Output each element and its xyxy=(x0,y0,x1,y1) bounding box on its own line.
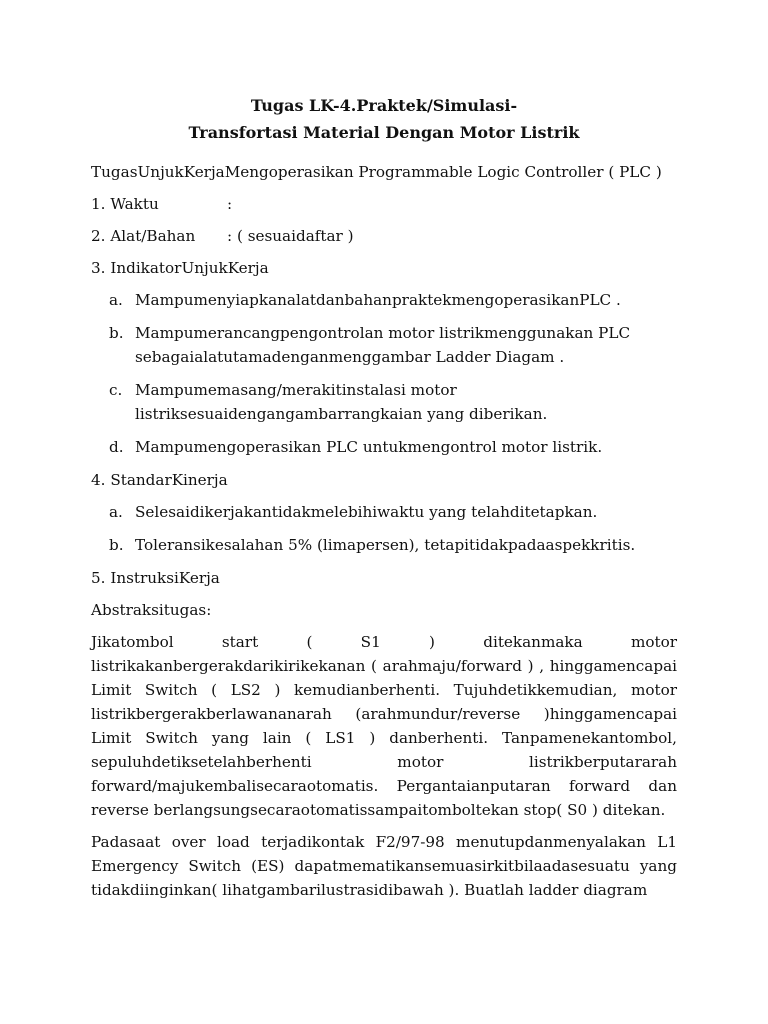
list-item xyxy=(91,500,677,524)
list-marker: b. xyxy=(109,536,124,554)
title-line-2: Transfortasi Material Dengan Motor Listrik xyxy=(188,123,580,142)
list-item xyxy=(91,533,677,557)
waktu-label: 1. Waktu xyxy=(91,195,159,213)
list-marker: b. xyxy=(109,324,124,342)
abstraksi-paragraph-2: Padasaat over load terjadikontak F2/97-98 menutupdanmenyalakan L1 Emergency Switch (ES) dapatmematikansemuasirkitbilaadasesuatu yang tidakdiinginkan( lihatgambarilustrasidibawah ). Buatlah ladder diagram xyxy=(91,833,677,899)
list-item xyxy=(91,378,677,426)
list-text: Selesaidikerjakantidakmelebihiwaktu yang telahditetapkan. xyxy=(135,503,598,521)
alat-value: : ( sesuaidaftar ) xyxy=(227,227,354,245)
alat-label: 2. Alat/Bahan xyxy=(91,227,196,245)
standar-heading: 4. StandarKinerja xyxy=(91,471,228,489)
waktu-row xyxy=(91,192,677,216)
waktu-value: : xyxy=(227,195,233,213)
list-text: Toleransikesalahan 5% (limapersen), tetapitidakpadaaspekkritis. xyxy=(135,536,636,554)
list-item xyxy=(91,288,677,312)
list-marker: a. xyxy=(109,291,123,309)
instruksi-heading: 5. InstruksiKerja xyxy=(91,569,220,587)
list-text: Mampumerancangpengontrolan motor listrikmenggunakan PLC sebagaialatutamadenganmenggambar Ladder Diagam . xyxy=(135,324,631,366)
list-marker: d. xyxy=(109,438,124,456)
intro-line: TugasUnjukKerjaMengoperasikan Programmable Logic Controller ( PLC ) xyxy=(91,163,662,181)
abstraksi-heading: Abstraksitugas: xyxy=(91,601,212,619)
list-item xyxy=(91,435,677,459)
list-text: MampumenyiapkanalatdanbahanpraktekmengoperasikanPLC . xyxy=(135,291,621,309)
indikator-list xyxy=(91,288,677,459)
list-item xyxy=(91,321,677,369)
list-marker: c. xyxy=(109,381,123,399)
abstraksi-paragraph-1: Jikatombol start ( S1 ) ditekanmaka motor listrikakanbergerakdarikirikekanan ( arahmaju/forward ) , hinggamencapai Limit Switch ( LS2 ) kemudianberhenti. Tujuhdetikkemudian, motor listrikbergerakberlawananarah (arahmundur/reverse )hinggamencapai Limit Switch yang lain ( LS1 ) danberhenti. Tanpamenekantombol, sepuluhdetiksetelahberhenti motor listrikberputararah forward/majukembalisecaraotomatis. Pergantaianputaran forward dan reverse berlangsungsecaraotomatissampaitomboltekan stop( S0 ) ditekan. xyxy=(91,633,677,819)
standar-list xyxy=(91,500,677,557)
list-text: Mampumemasang/merakitinstalasi motor listriksesuaidengangambarrangkaian yang diberikan. xyxy=(135,381,548,423)
document-page xyxy=(91,92,677,910)
indikator-heading: 3. IndikatorUnjukKerja xyxy=(91,259,269,277)
list-marker: a. xyxy=(109,503,123,521)
document-title xyxy=(91,92,677,146)
title-line-1: Tugas LK-4.Praktek/Simulasi- xyxy=(250,96,518,115)
alat-row xyxy=(91,224,677,248)
list-text: Mampumengoperasikan PLC untukmengontrol motor listrik. xyxy=(135,438,603,456)
